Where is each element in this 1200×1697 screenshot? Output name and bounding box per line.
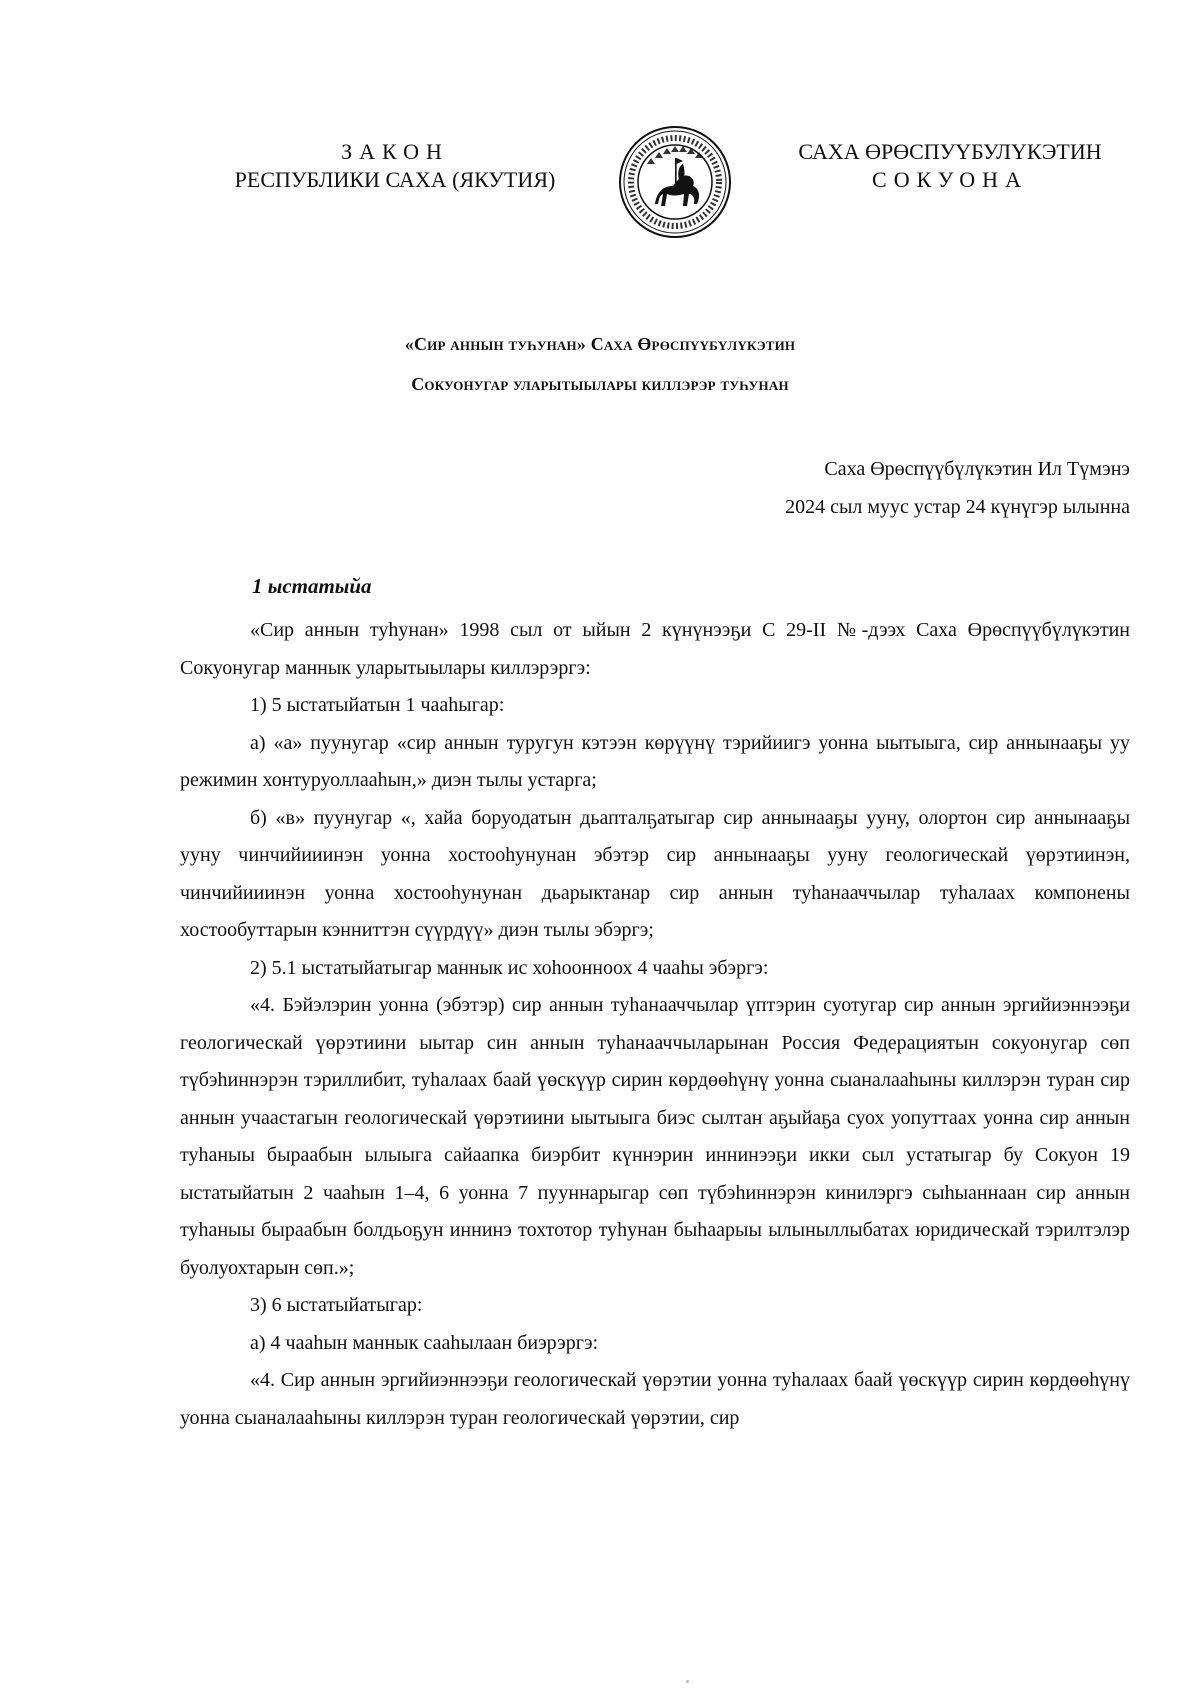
- adoption-date: 2024 сыл муус устар 24 күнүгэр ылынна: [785, 496, 1130, 518]
- article-paragraph: «4. Сир аннын эргийиэннээҕи геологическай үөрэтии уонна туһалаах баай үөскүүр сирин көрдөөһүнү уонна сыаналааһыны киллэрэн туран геологическай үөрэтии, сир: [180, 1369, 1130, 1429]
- article-body: [180, 612, 1130, 1437]
- article-paragraph: 1) 5 ыстатыйатын 1 чааһыгар:: [250, 694, 505, 716]
- header-left-line2: РЕСПУБЛИКИ САХА (ЯКУТИЯ): [234, 167, 556, 192]
- sakha-republic-emblem-icon: [617, 124, 733, 240]
- article-paragraph: «4. Бэйэлэрин уонна (эбэтэр) сир аннын туһанааччылар үптэрин суотугар сир аннын эргийиэннээҕи геологическай үөрэтиини ыытар син аннын туһанааччыларынан Россия Федерациятын сокуонугар сөп түбэһиннэрэн тэриллибит, туһалаах баай үөскүүр сирин көрдөөһүнү уонна сыаналааһыны киллэрэн туран сир аннын учаастагын геологическай үөрэтиини ыытыыга биэс сылтан аҕыйаҕа суох уопуттаах уонна сир аннын туһаныы быраабын ылыыга сайаапка биэрбит күннэрин иннинээҕи икки сыл устатыгар бу Сокуон 19 ыстатыйатын 2 чааһын 1–4, 6 уонна 7 пууннарыгар сөп түбэһиннэрэн кинилэргэ сыһыаннаан сир аннын туһаныы быраабын болдьоҕун иннинэ тохтотор туһунан быһаарыы ылыныллыбатах юридическай тэрилтэлэр буолуохтарын сөп.»;: [180, 994, 1130, 1279]
- article-paragraph: 3) 6 ыстатыйатыгар:: [250, 1294, 423, 1316]
- article-paragraph: а) «а» пуунугар «сир аннын туругун кэтээн көрүүнү тэрийиигэ уонна ыытыыга, сир аннынааҕы уу режимин хонтуруоллааһын,» диэн тылы устарга;: [180, 731, 1130, 791]
- law-title: [150, 324, 1050, 404]
- scan-dot: [686, 1680, 689, 1683]
- article-paragraph: а) 4 чааһын маннык сааһылаан биэрэргэ:: [250, 1331, 599, 1354]
- header-left: [210, 138, 580, 194]
- law-title-line1: «Сир аннын туһунан» Саха Өрөспүүбүлүкэтин: [404, 334, 796, 354]
- article-paragraph: 2) 5.1 ыстатыйатыгар маннык ис хоһоонноох 4 чааһы эбэргэ:: [250, 956, 769, 979]
- header-right-line1: САХА ӨРӨСПУҮБУЛҮКЭТИН: [798, 139, 1102, 164]
- article-paragraph: б) «в» пуунугар «, хайа боруодатын дьапталҕатыгар сир аннынааҕы ууну, олортон сир аннынааҕы ууну чинчийииинэн уонна хостооһунунан эбэтэр сир аннынааҕы ууну геологическай үөрэтиинэн, чинчийииинэн уонна хостооһунунан дьарыктанар сир аннын туһанааччылар туһалаах компонены хостообуттарын кэнниттэн сүүрдүү» диэн тылы эбэргэ;: [180, 806, 1130, 941]
- article-paragraph: «Сир аннын туһунан» 1998 сыл от ыйын 2 күнүнээҕи С 29-II №-дээх Саха Өрөспүүбүлүкэтин Сокуонугар маннык уларытыылары киллэрэргэ:: [180, 619, 1130, 679]
- adoption-note: [785, 450, 1130, 526]
- header-left-line1: ЗАКОН: [341, 139, 449, 164]
- law-title-line2: Сокуонугар уларытыылары киллэрэр туһунан: [411, 374, 789, 394]
- adoption-body: Саха Өрөспүүбүлүкэтин Ил Түмэнэ: [824, 458, 1130, 480]
- header-right-line2: СОКУОНА: [872, 167, 1028, 192]
- header-right: [770, 138, 1130, 194]
- article-heading: 1 ыстатыйа: [252, 574, 372, 598]
